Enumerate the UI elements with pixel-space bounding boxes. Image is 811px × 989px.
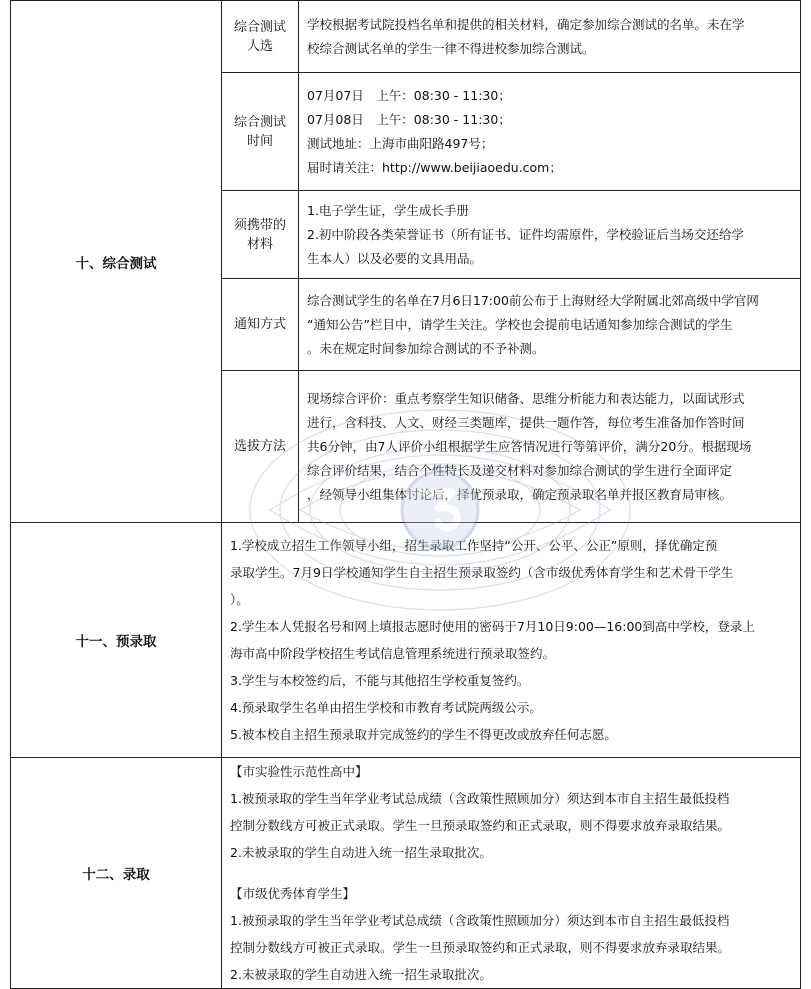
admission-rules-document: [10, 0, 811, 986]
row-label: 综合测试 时间: [222, 73, 299, 191]
section-title: 十二、录取: [11, 758, 222, 989]
row-label: 通知方式: [222, 279, 299, 371]
table-row: [11, 1, 801, 73]
section-content: 【市实验性示范性高中】 1.被预录取的学生当年学业考试总成绩（含政策性照顾加分）须达到本市自主招生最低投档 控制分数线方可被正式录取。学生一旦预录取签约和正式录取，则不得要求放弃录取结果。 2.未被录取的学生自动进入统一招生录取批次。 【市级优秀体育学生】 1.被预录取的学生当年学业考试总成绩（含政策性照顾加分）须达到本市自主招生最低投档 控制分数线方可被正式录取。学生一旦预录取签约和正式录取，则不得要求放弃录取结果。 2.未被录取的学生自动进入统一招生录取批次。: [222, 758, 801, 989]
section-title: 十、综合测试: [11, 1, 222, 523]
rules-table: [10, 0, 801, 989]
row-label: 选拔方法: [222, 371, 299, 523]
table-row: [11, 758, 801, 989]
row-content: 学校根据考试院投档名单和提供的相关材料，确定参加综合测试的名单。未在学 校综合测试名单的学生一律不得进校参加综合测试。: [299, 1, 801, 73]
section-content: 1.学校成立招生工作领导小组，招生录取工作坚持“公开、公平、公正”原则，择优确定预 录取学生。7月9日学校通知学生自主招生预录取签约（含市级优秀体育学生和艺术骨干学生 ）。 2.学生本人凭报名号和网上填报志愿时使用的密码于7月10日9:00—16:00到高中学校，登录上 海市高中阶段学校招生考试信息管理系统进行预录取签约。 3.学生与本校签约后，不能与其他招生学校重复签约。 4.预录取学生名单由招生学校和市教育考试院两级公示。 5.被本校自主招生预录取并完成签约的学生不得更改或放弃任何志愿。: [222, 523, 801, 758]
row-content: 07月07日 上午：08:30 - 11:30； 07月08日 上午：08:30 - 11:30； 测试地址：上海市曲阳路497号； 届时请关注：http://www.beijiaoedu.com；: [299, 73, 801, 191]
table-row: [11, 523, 801, 758]
row-label: 须携带的 材料: [222, 191, 299, 279]
group-heading: 【市级优秀体育学生】: [230, 886, 356, 901]
group-heading: 【市实验性示范性高中】: [230, 764, 368, 779]
row-label: 综合测试 人选: [222, 1, 299, 73]
section-title: 十一、预录取: [11, 523, 222, 758]
row-content: 1.电子学生证，学生成长手册 2.初中阶段各类荣誉证书（所有证书、证件均需原件，学校验证后当场交还给学 生本人）以及必要的文具用品。: [299, 191, 801, 279]
row-content: 现场综合评价：重点考察学生知识储备、思维分析能力和表达能力，以面试形式 进行，含科技、人文、财经三类题库，提供一题作答，每位考生准备加作答时间 共6分钟，由7人评价小组根据学生应答情况进行等第评价，满分20分。根据现场 综合评价结果，结合个性特长及递交材料对参加综合测试的学生进行全面评定 ，经领导小组集体讨论后，择优预录取，确定预录取名单并报区教育局审核。: [299, 371, 801, 523]
row-content: 综合测试学生的名单在7月6日17:00前公布于上海财经大学附属北郊高级中学官网 “通知公告”栏目中，请学生关注。学校也会提前电话通知参加综合测试的学生 。未在规定时间参加综合测试的不予补测。: [299, 279, 801, 371]
